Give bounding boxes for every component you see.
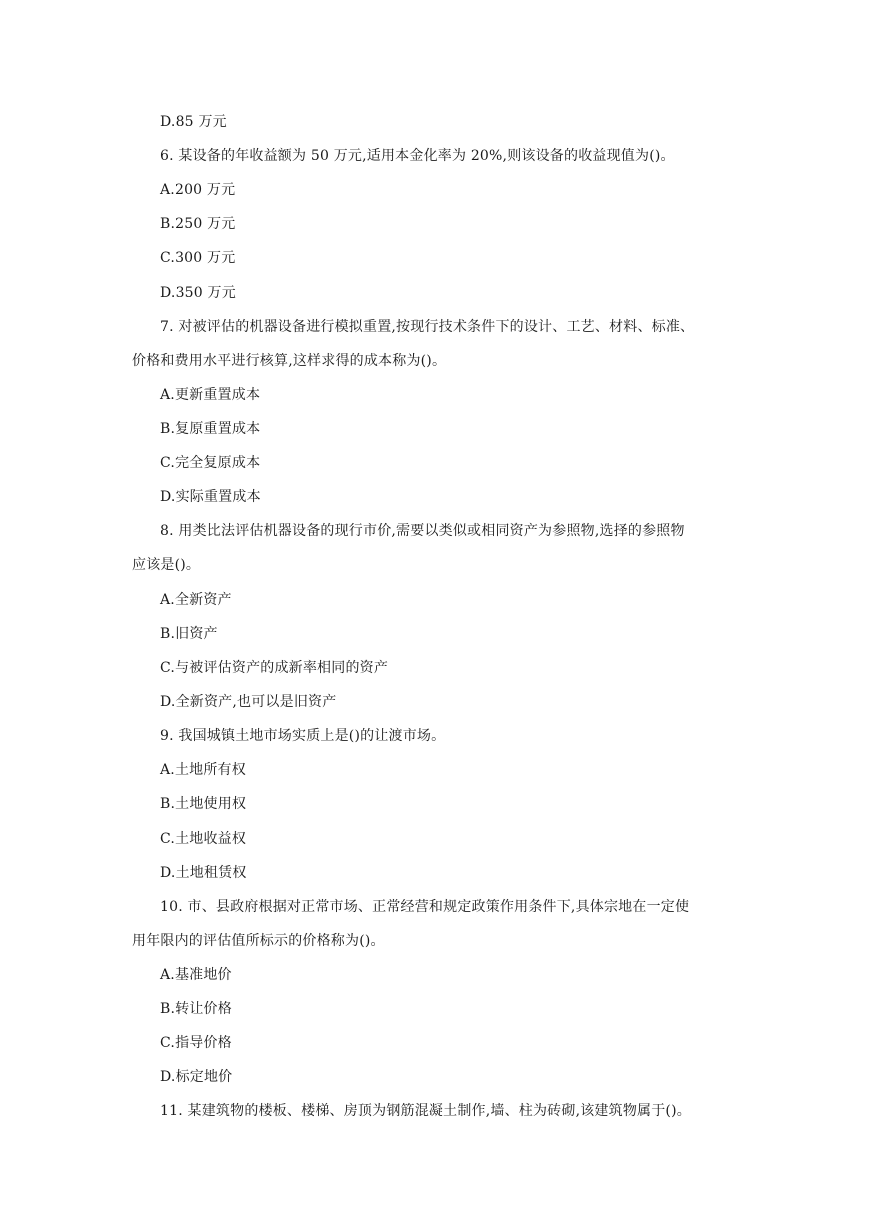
option-line: C.完全复原成本	[160, 455, 261, 471]
question-8: 8. 用类比法评估机器设备的现行市价,需要以类似或相同资产为参照物,选择的参照物	[160, 523, 685, 539]
option-line: D.土地租赁权	[160, 865, 247, 881]
question-7: 7. 对被评估的机器设备进行模拟重置,按现行技术条件下的设计、工艺、材料、标准、	[160, 319, 695, 335]
question-11: 11. 某建筑物的楼板、楼梯、房顶为钢筋混凝土制作,墙、柱为砖砌,该建筑物属于()。	[160, 1103, 691, 1119]
option-line: D.实际重置成本	[160, 489, 261, 505]
option-line: D.350 万元	[160, 285, 236, 301]
option-line: D.标定地价	[160, 1069, 233, 1085]
question-7-continued: 价格和费用水平进行核算,这样求得的成本称为()。	[132, 353, 447, 369]
option-line: B.复原重置成本	[160, 421, 261, 437]
option-line: C.土地收益权	[160, 831, 247, 847]
question-8-continued: 应该是()。	[132, 557, 201, 573]
question-10: 10. 市、县政府根据对正常市场、正常经营和规定政策作用条件下,具体宗地在一定使	[160, 899, 690, 915]
option-line: B.土地使用权	[160, 796, 247, 812]
option-line: A.200 万元	[160, 182, 236, 198]
option-line: C.300 万元	[160, 250, 236, 266]
option-line: D.85 万元	[160, 114, 227, 130]
option-line: A.土地所有权	[160, 762, 246, 778]
option-line: B.250 万元	[160, 216, 236, 232]
option-line: A.基准地价	[160, 967, 232, 983]
option-line: D.全新资产,也可以是旧资产	[160, 694, 337, 710]
option-line: A.更新重置成本	[160, 387, 261, 403]
question-10-continued: 用年限内的评估值所标示的价格称为()。	[132, 933, 385, 949]
option-line: C.指导价格	[160, 1035, 232, 1051]
question-9: 9. 我国城镇土地市场实质上是()的让渡市场。	[160, 728, 446, 744]
option-line: B.转让价格	[160, 1001, 232, 1017]
option-line: C.与被评估资产的成新率相同的资产	[160, 660, 389, 676]
option-line: A.全新资产	[160, 592, 232, 608]
question-6: 6. 某设备的年收益额为 50 万元,适用本金化率为 20%,则该设备的收益现值为()。	[160, 148, 675, 164]
option-line: B.旧资产	[160, 626, 218, 642]
